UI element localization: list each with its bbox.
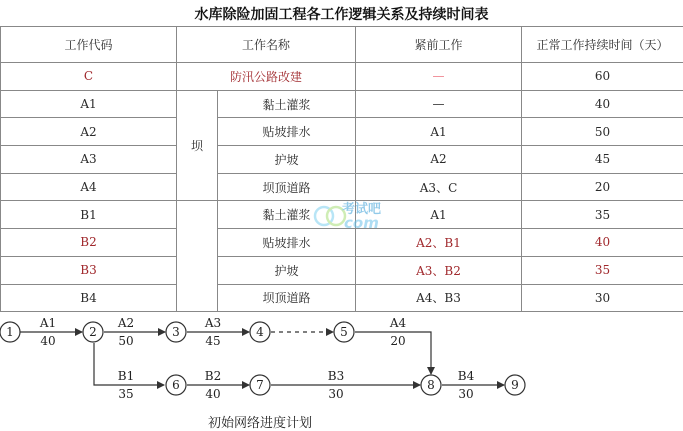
cell-code: B1: [1, 201, 177, 229]
node-label: 1: [6, 325, 14, 339]
cell-duration: 30: [522, 284, 683, 312]
watermark-text: 考试吧: [342, 198, 381, 217]
cell-code: A2: [1, 118, 177, 146]
activity-duration: 40: [40, 334, 55, 348]
cell-code: A4: [1, 173, 177, 201]
header-duration: 正常工作持续时间（天）: [522, 27, 683, 63]
node-label: 4: [256, 325, 264, 339]
activity-duration: 30: [458, 387, 473, 401]
header-code: 工作代码: [1, 27, 177, 63]
node-label: 2: [89, 325, 97, 339]
activity-duration: 20: [390, 334, 405, 348]
cell-code: B2: [1, 229, 177, 257]
activity-name: A2: [117, 316, 134, 330]
group-label-dam-b: [177, 201, 218, 312]
cell-name: 黏土灌浆: [218, 201, 356, 229]
cell-duration: 20: [522, 173, 683, 201]
cell-pred: A2、B1: [356, 229, 522, 257]
cell-duration: 40: [522, 229, 683, 257]
node-label: 6: [172, 378, 180, 392]
cell-duration: 35: [522, 256, 683, 284]
cell-duration: 40: [522, 90, 683, 118]
cell-code: A1: [1, 90, 177, 118]
cell-code: B3: [1, 256, 177, 284]
cell-pred: A3、B2: [356, 256, 522, 284]
activity-name: B3: [328, 369, 344, 383]
node-label: 9: [511, 378, 519, 392]
node-label: 8: [427, 378, 435, 392]
activity-duration: 40: [205, 387, 220, 401]
cell-pred: A1: [356, 118, 522, 146]
cell-pred: —: [356, 90, 522, 118]
table-row: [1, 118, 683, 146]
table-row: [1, 63, 683, 91]
network-caption: 初始网络进度计划: [208, 412, 312, 431]
activity-duration: 45: [205, 334, 220, 348]
network-diagram: [0, 312, 683, 412]
cell-name: 坝顶道路: [218, 173, 356, 201]
table-row: [1, 284, 683, 312]
cell-duration: 50: [522, 118, 683, 146]
cell-pred: —: [356, 63, 522, 91]
node-label: 5: [340, 325, 348, 339]
cell-pred: A4、B3: [356, 284, 522, 312]
cell-pred: A2: [356, 146, 522, 174]
cell-pred: A3、C: [356, 173, 522, 201]
activity-name: A1: [39, 316, 56, 330]
cell-name: 黏土灌浆: [218, 90, 356, 118]
activity-duration: 50: [118, 334, 133, 348]
cell-name: 贴坡排水: [218, 118, 356, 146]
cell-name: 防汛公路改建: [177, 63, 356, 91]
table-title: 水库除险加固工程各工作逻辑关系及持续时间表: [0, 4, 683, 24]
table-row: [1, 90, 683, 118]
watermark-domain: com: [344, 214, 379, 232]
cell-code: A3: [1, 146, 177, 174]
cell-duration: 45: [522, 146, 683, 174]
activity-name: B1: [118, 369, 134, 383]
cell-duration: 35: [522, 201, 683, 229]
table-row: [1, 256, 683, 284]
group-label-dam: 坝: [177, 90, 218, 201]
cell-code: C: [1, 63, 177, 91]
activity-name: B4: [458, 369, 475, 383]
cell-code: B4: [1, 284, 177, 312]
activity-name: A3: [204, 316, 221, 330]
activity-duration: 30: [328, 387, 343, 401]
node-label: 7: [256, 378, 264, 392]
header-pred: 紧前工作: [356, 27, 522, 63]
cell-name: 坝顶道路: [218, 284, 356, 312]
activity-duration: 35: [118, 387, 133, 401]
header-name: 工作名称: [177, 27, 356, 63]
node-label: 3: [172, 325, 180, 339]
cell-pred: A1: [356, 201, 522, 229]
cell-name: 贴坡排水: [218, 229, 356, 257]
work-table: [0, 26, 683, 312]
activity-name: A4: [389, 316, 407, 330]
cell-name: 护坡: [218, 146, 356, 174]
cell-duration: 60: [522, 63, 683, 91]
activity-name: B2: [205, 369, 221, 383]
watermark-logo: [312, 196, 408, 236]
table-row: [1, 146, 683, 174]
table-header-row: [1, 27, 683, 63]
cell-name: 护坡: [218, 256, 356, 284]
